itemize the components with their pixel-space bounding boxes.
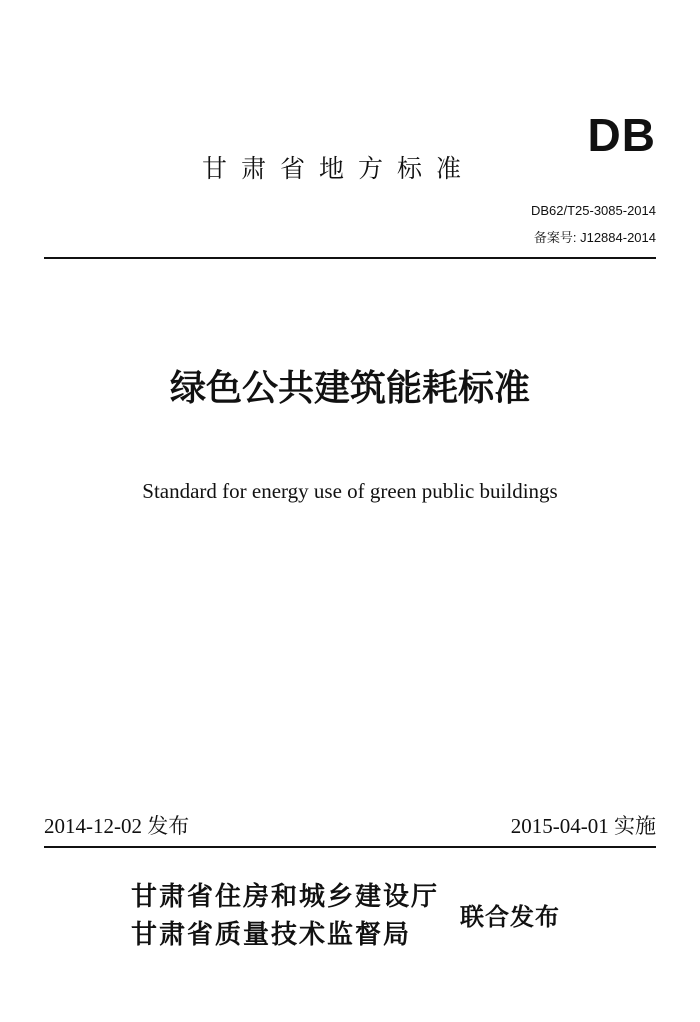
standard-category: 甘肃省地方标准 (202, 154, 476, 183)
effective-date: 2015-04-01 实施 (510, 814, 656, 838)
issue-date: 2014-12-02 发布 (44, 814, 190, 838)
standard-number: DB62/T25-3085-2014 (530, 203, 656, 218)
issuer-quality-bureau: 甘肃省质量技术监督局 (131, 920, 412, 950)
document-title-en: Standard for energy use of green public buildings (142, 479, 558, 503)
bottom-divider (44, 846, 656, 848)
record-number: 备案号: J12884-2014 (533, 230, 656, 245)
top-divider (44, 257, 656, 259)
document-title-zh: 绿色公共建筑能耗标准 (169, 367, 530, 409)
db-logo: DB (587, 109, 656, 161)
joint-release-label: 联合发布 (460, 903, 560, 931)
issuer-housing-department: 甘肃省住房和城乡建设厅 (131, 882, 440, 912)
